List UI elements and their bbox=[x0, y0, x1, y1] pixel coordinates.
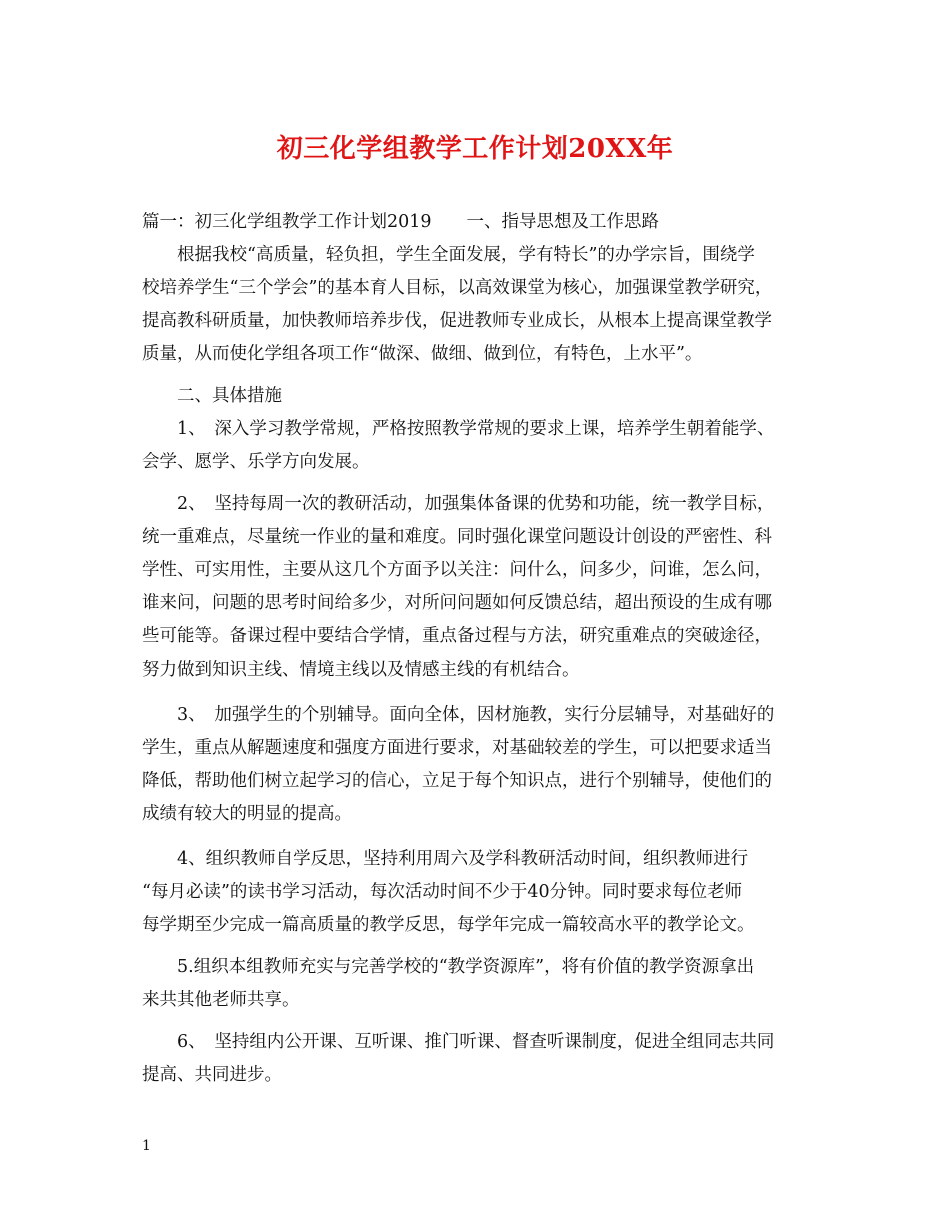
body-line: 校培养学生“三个学会”的基本育人目标，以高效课堂为核心，加强课堂教学研究， bbox=[142, 278, 773, 298]
body-line: 每学期至少完成一篇高质量的教学反思，每学年完成一篇较高水平的教学论文。 bbox=[142, 915, 755, 935]
body-line: 2、 坚持每周一次的教研活动，加强集体备课的优势和功能，统一教学目标， bbox=[142, 494, 775, 514]
body-line: 篇一：初三化学组教学工作计划2019 一、指导思想及工作思路 bbox=[142, 212, 660, 232]
body-line: 成绩有较大的明显的提高。 bbox=[142, 804, 352, 824]
body-line: 二、具体措施 bbox=[142, 386, 282, 406]
document-title: 初三化学组教学工作计划20XX年 bbox=[276, 134, 674, 164]
body-line: 1、 深入学习教学常规，严格按照教学常规的要求上课，培养学生朝着能学、 bbox=[142, 419, 775, 439]
body-line: 5.组织本组教师充实与完善学校的“教学资源库”，将有价值的教学资源拿出 bbox=[142, 957, 755, 977]
body-line: 降低，帮助他们树立起学习的信心，立足于每个知识点，进行个别辅导，使他们的 bbox=[142, 771, 772, 791]
page-number: 1 bbox=[142, 1138, 151, 1154]
body-line: 提高教科研质量，加快教师培养步伐，促进教师专业成长，从根本上提高课堂教学 bbox=[142, 311, 772, 331]
body-line: 质量，从而使化学组各项工作“做深、做细、做到位，有特色，上水平”。 bbox=[142, 344, 703, 364]
body-line: 谁来问，问题的思考时间给多少，对所问问题如何反馈总结，超出预设的生成有哪 bbox=[142, 593, 772, 613]
body-line: 6、 坚持组内公开课、互听课、推门听课、督查听课制度，促进全组同志共同 bbox=[142, 1032, 775, 1052]
body-line: 根据我校“高质量，轻负担，学生全面发展，学有特长”的办学宗旨，围绕学 bbox=[142, 245, 755, 265]
body-line: 来共其他老师共享。 bbox=[142, 990, 300, 1010]
body-line: 些可能等。备课过程中要结合学情，重点备过程与方法，研究重难点的突破途径， bbox=[142, 626, 772, 646]
body-line: 学性、可实用性，主要从这几个方面予以关注：问什么，问多少，问谁，怎么问， bbox=[142, 560, 772, 580]
body-line: “每月必读”的读书学习活动，每次活动时间不少于40分钟。同时要求每位老师 bbox=[142, 882, 743, 902]
body-line: 努力做到知识主线、情境主线以及情感主线的有机结合。 bbox=[142, 660, 580, 680]
body-line: 3、 加强学生的个别辅导。面向全体，因材施教，实行分层辅导，对基础好的 bbox=[142, 705, 775, 725]
body-line: 学生，重点从解题速度和强度方面进行要求，对基础较差的学生，可以把要求适当 bbox=[142, 738, 772, 758]
body-line: 4、组织教师自学反思，坚持利用周六及学科教研活动时间，组织教师进行 bbox=[142, 849, 749, 869]
body-line: 统一重难点，尽量统一作业的量和难度。同时强化课堂问题设计创设的严密性、科 bbox=[142, 527, 772, 547]
body-line: 提高、共同进步。 bbox=[142, 1065, 282, 1085]
body-line: 会学、愿学、乐学方向发展。 bbox=[142, 452, 370, 472]
